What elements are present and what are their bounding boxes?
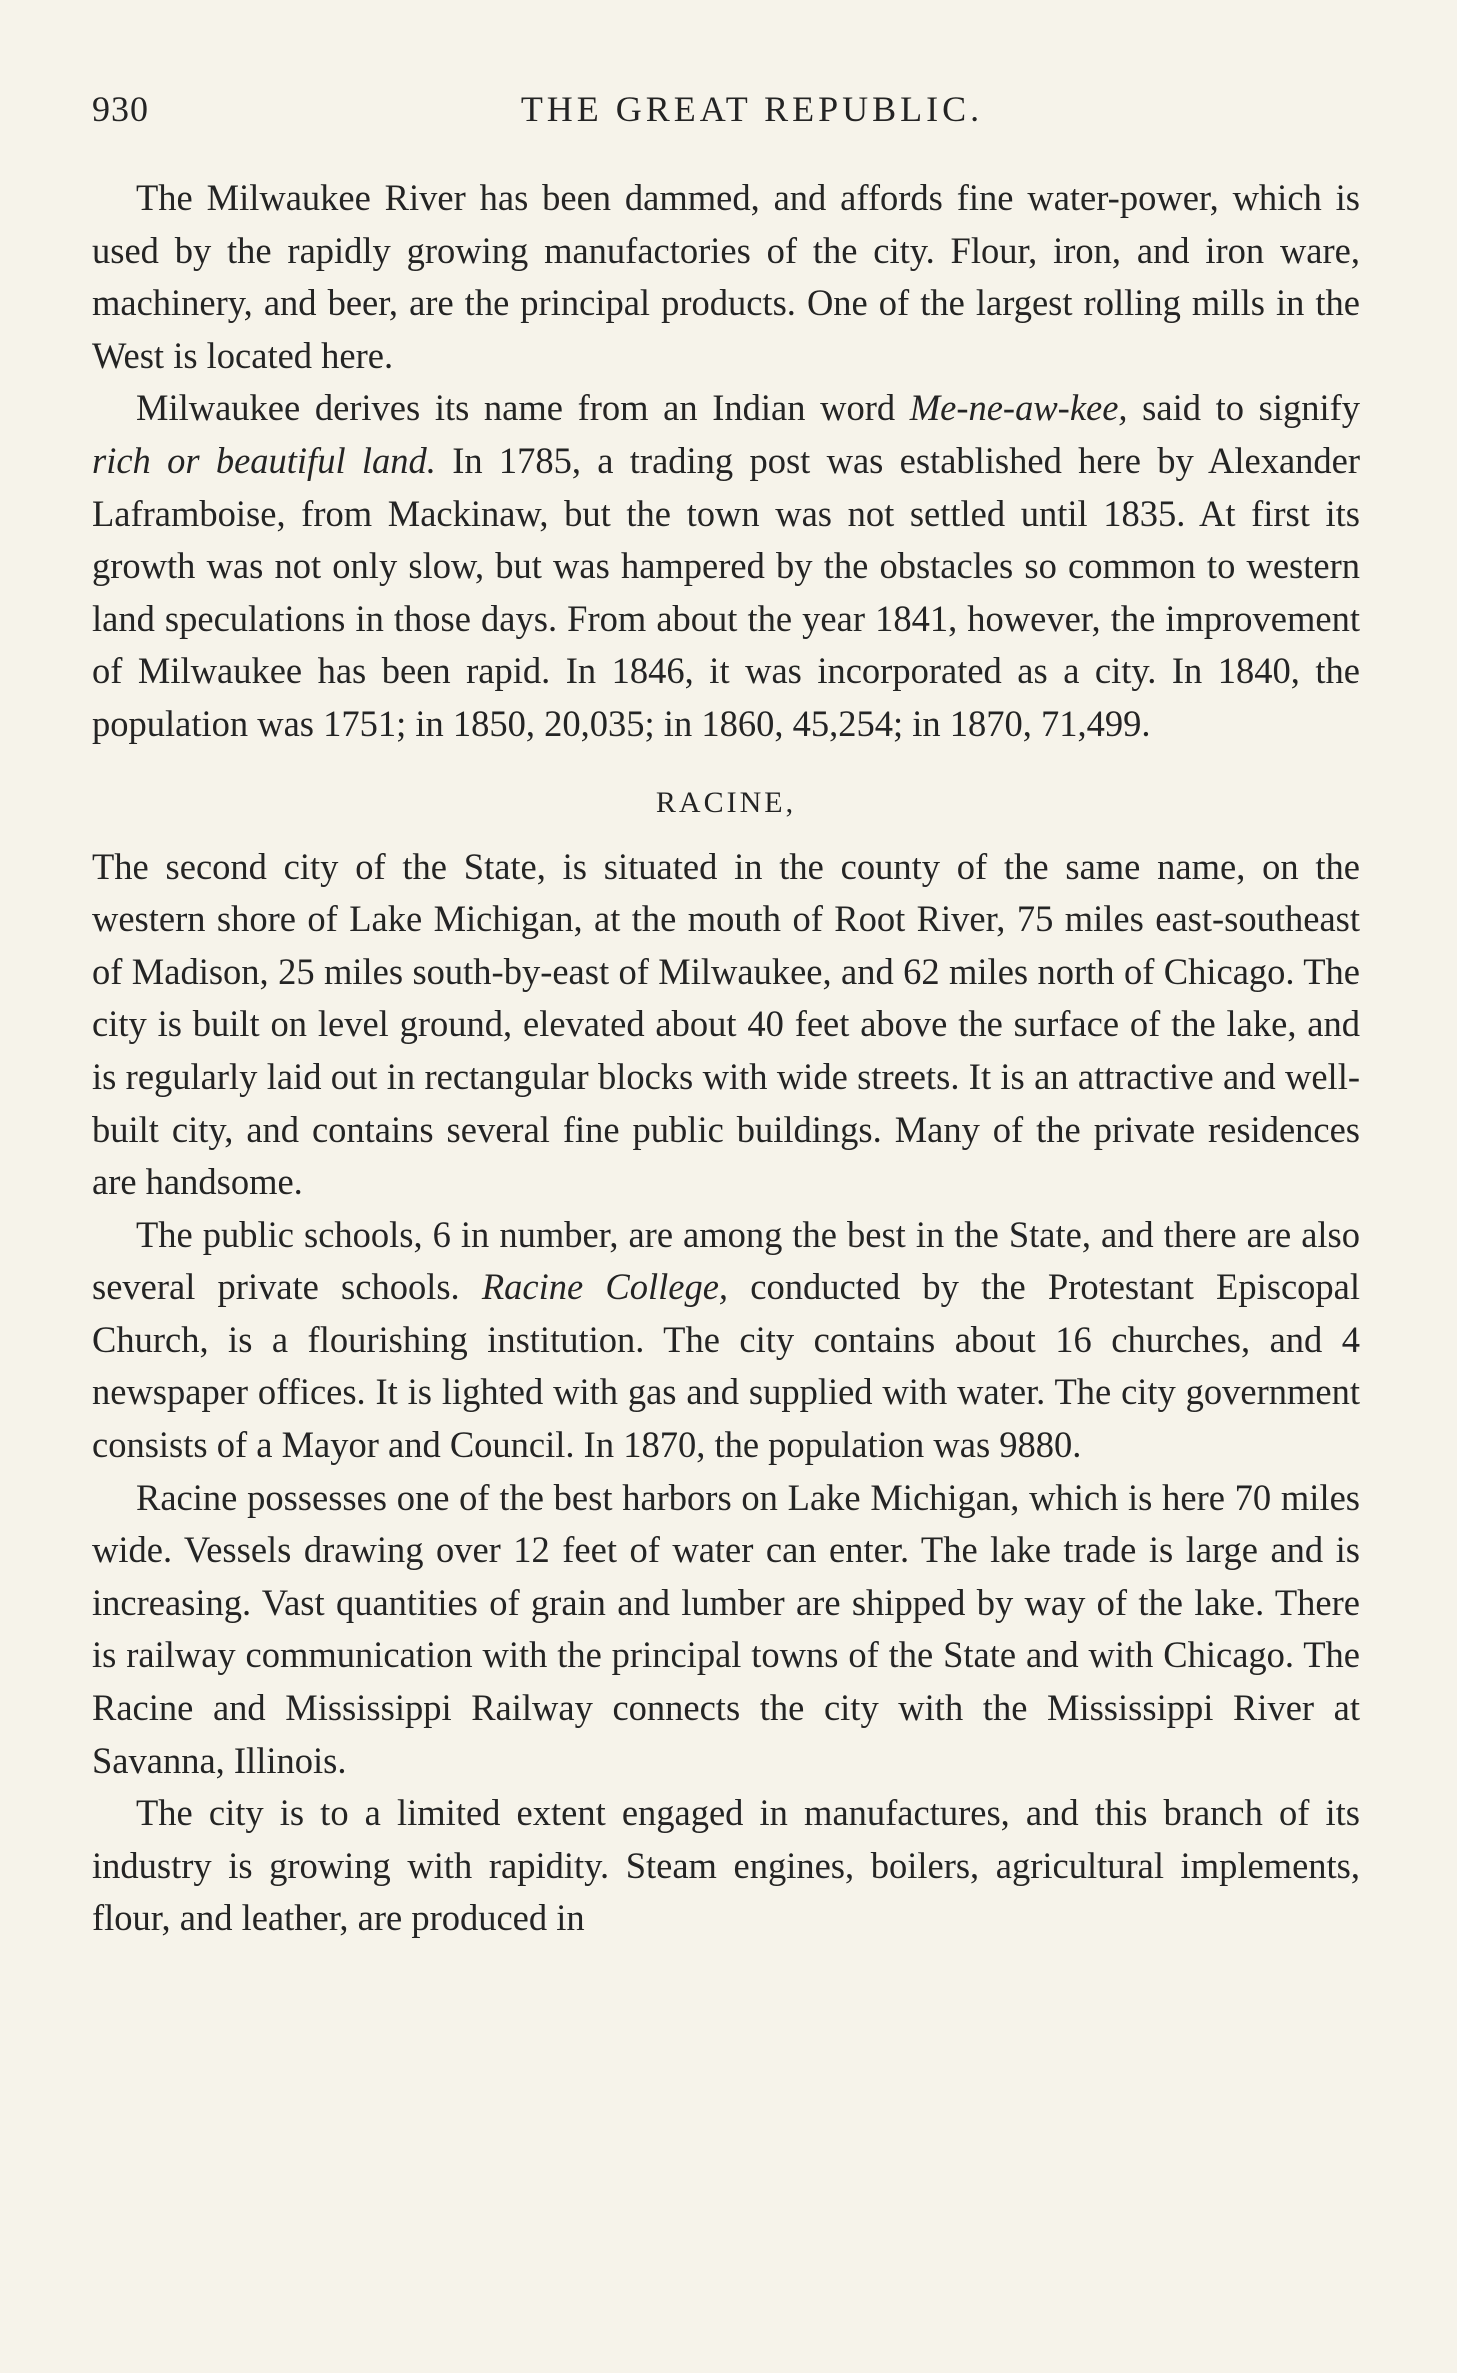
milwaukee-paragraph-1: The Milwaukee River has been dammed, and affords fine water-power, which is used by the rapidly growing manufactories of the city. Flour, iron, and iron ware, machinery, and beer, are the principal products. One of the largest rolling mills in the West is located here. — [92, 177, 1360, 376]
racine-paragraph-1: The second city of the State, is situated in the county of the same name, on the western shore of Lake Michigan, at the mouth of Root River, 75 miles east-southeast of Madison, 25 miles south-by-east of Milwaukee, and 62 miles north of Chicago. The city is built on level ground, elevated about 40 feet above the surface of the lake, and is regularly laid out in rectangular blocks with wide streets. It is an attractive and well-built city, and contains several fine public buildings. Many of the private residences are handsome. — [92, 845, 1360, 1203]
word-meaning: rich or beautiful land. — [92, 439, 436, 481]
racine-p2-text-a: The public schools, 6 in number, are among the best in the State, and there are also several private schools. — [92, 1213, 1360, 1308]
page-body — [92, 172, 1360, 1945]
running-title: THE GREAT REPUBLIC. — [520, 89, 984, 129]
racine-paragraph-4: The city is to a limited extent engaged in manufactures, and this branch of its industry is growing with rapidity. Steam engines, boilers, agricultural implements, flour, and leather, are produced in — [92, 1792, 1360, 1939]
milwaukee-p2-text-b: said to signify — [1127, 387, 1360, 429]
page-number: 930 — [92, 89, 149, 129]
indian-word: Me-ne-aw-kee, — [909, 387, 1128, 429]
milwaukee-paragraph-2 — [92, 382, 1360, 750]
racine-p2-text-b: conducted by the Protestant Episcopal Church, is a flourishing institution. The city contains about 16 churches, and 4 newspaper offices. It is lighted with gas and supplied with water. The city government consists of a Mayor and Council. In 1870, the population was 9880. — [92, 1266, 1360, 1466]
racine-college: Racine College, — [481, 1266, 729, 1308]
section-heading-racine: RACINE, — [655, 785, 797, 819]
page-header — [92, 82, 1372, 146]
milwaukee-p2-text-c: In 1785, a trading post was established here by Alexander Laframboise, from Mackinaw, but the town was not settled until 1835. At first its growth was not only slow, but was hampered by the obstacles so common to western land speculations in those days. From about the year 1841, however, the improvement of Milwaukee has been rapid. In 1846, it was incorporated as a city. In 1840, the population was 1751; in 1850, 20,035; in 1860, 45,254; in 1870, 71,499. — [92, 439, 1360, 744]
racine-paragraph-3: Racine possesses one of the best harbors on Lake Michigan, which is here 70 miles wide. Vessels drawing over 12 feet of water can enter. The lake trade is large and is increasing. Vast quantities of grain and lumber are shipped by way of the lake. There is railway communication with the principal towns of the State and with Chicago. The Racine and Mississippi Railway connects the city with the Mississippi River at Savanna, Illinois. — [92, 1476, 1360, 1781]
milwaukee-p2-text-a: Milwaukee derives its name from an Indian word — [136, 387, 910, 429]
racine-paragraph-2 — [92, 1209, 1360, 1472]
